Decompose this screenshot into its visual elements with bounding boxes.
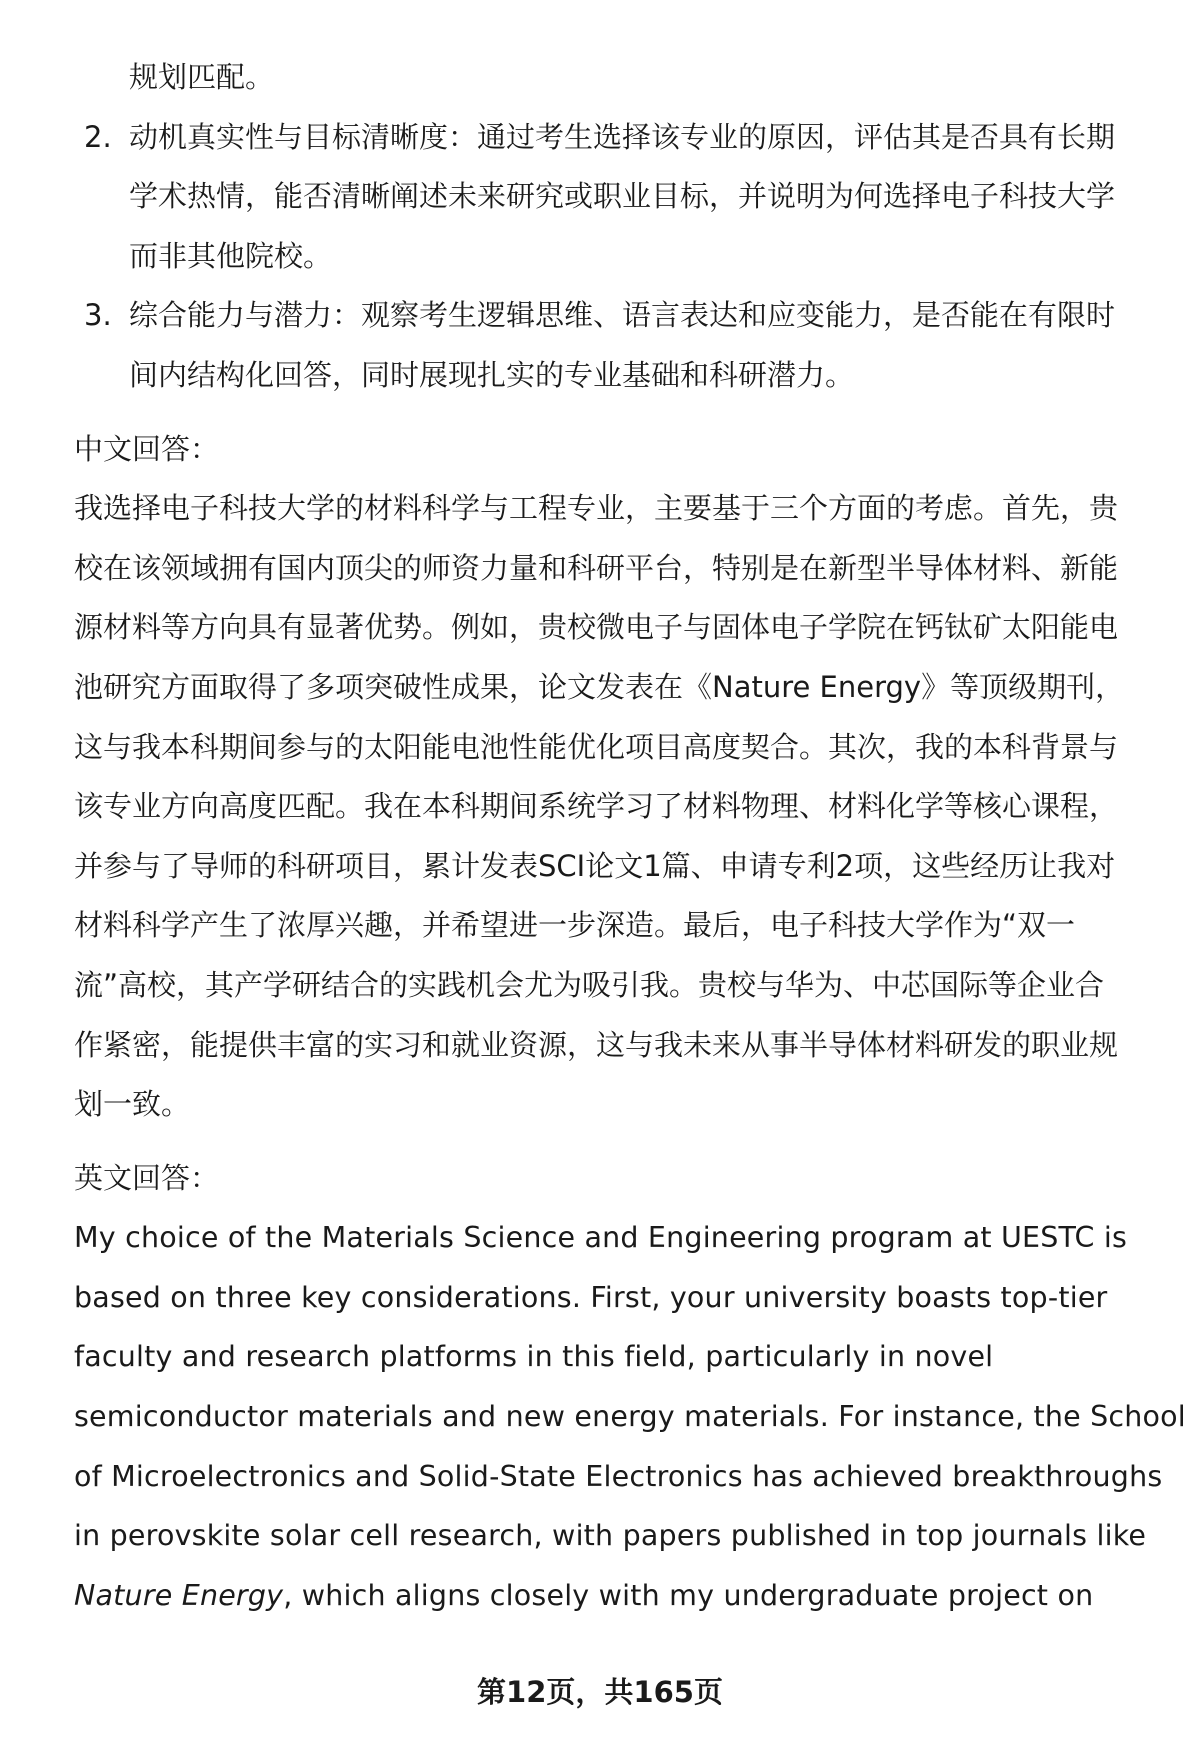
text-line: 综合能力与潜力：观察考生逻辑思维、语言表达和应变能力，是否能在有限时 (129, 298, 1116, 333)
text-line: 动机真实性与目标清晰度：通过考生选择该专业的原因，评估其是否具有长期 (129, 119, 1116, 154)
chinese-answer-paragraph (74, 479, 1154, 1135)
text-line: 而非其他院校。 (129, 238, 333, 273)
text-line: 池研究方面取得了多项突破性成果，论文发表在《Nature Energy》等顶级期刊， (74, 669, 1125, 704)
text-line: 源材料等方向具有显著优势。例如，贵校微电子与固体电子学院在钙钛矿太阳能电 (74, 610, 1119, 645)
chinese-answer-label: 中文回答： (74, 431, 220, 466)
list-number: 2. (84, 119, 112, 154)
text-line: faculty and research platforms in this field, particularly in novel (74, 1340, 994, 1374)
intro-continuation-line: 规划匹配。 (129, 60, 275, 94)
text-line: My choice of the Materials Science and Engineering program at UESTC is (74, 1221, 1128, 1255)
text-line: semiconductor materials and new energy materials. For instance, the School (74, 1400, 1186, 1434)
english-answer-paragraph (74, 1208, 1186, 1625)
text-line: 作紧密，能提供丰富的实习和就业资源，这与我未来从事半导体材料研发的职业规 (74, 1027, 1119, 1062)
page-footer: 第12页，共165页 (477, 1675, 723, 1709)
text-line: based on three key considerations. First, your university boasts top-tier (74, 1280, 1108, 1314)
text-line: 划一致。 (74, 1087, 191, 1122)
text-span: , which aligns closely with my undergraduate project on (283, 1578, 1094, 1612)
text-line: 该专业方向高度匹配。我在本科期间系统学习了材料物理、材料化学等核心课程， (74, 789, 1119, 824)
list-number: 3. (84, 298, 112, 333)
journal-title: Nature Energy (74, 1578, 284, 1612)
text-line: 流”高校，其产学研结合的实践机会尤为吸引我。贵校与华为、中芯国际等企业合 (74, 967, 1105, 1002)
text-line: 这与我本科期间参与的太阳能电池性能优化项目高度契合。其次，我的本科背景与 (74, 729, 1119, 764)
text-line: of Microelectronics and Solid-State Electronics has achieved breakthroughs (74, 1459, 1163, 1493)
text-line: 材料科学产生了浓厚兴趣，并希望进一步深造。最后，电子科技大学作为“双一 (74, 908, 1076, 943)
text-line: in perovskite solar cell research, with papers published in top journals like (74, 1519, 1147, 1553)
list-continuation (74, 48, 1154, 108)
text-line: 并参与了导师的科研项目，累计发表SCI论文1篇、申请专利2项，这些经历让我对 (74, 848, 1116, 883)
text-line (74, 1566, 1154, 1626)
text-line: 校在该领域拥有国内顶尖的师资力量和科研平台，特别是在新型半导体材料、新能 (74, 550, 1119, 585)
text-line: 我选择电子科技大学的材料科学与工程专业，主要基于三个方面的考虑。首先，贵 (74, 491, 1119, 526)
list-item-2 (74, 108, 1154, 287)
text-line: 间内结构化回答，同时展现扎实的专业基础和科研潜力。 (129, 357, 855, 392)
text-line: 学术热情，能否清晰阐述未来研究或职业目标，并说明为何选择电子科技大学 (129, 179, 1116, 214)
list-item-3 (74, 286, 1154, 405)
page-content (74, 48, 1186, 1625)
english-answer-label: 英文回答： (74, 1160, 220, 1195)
